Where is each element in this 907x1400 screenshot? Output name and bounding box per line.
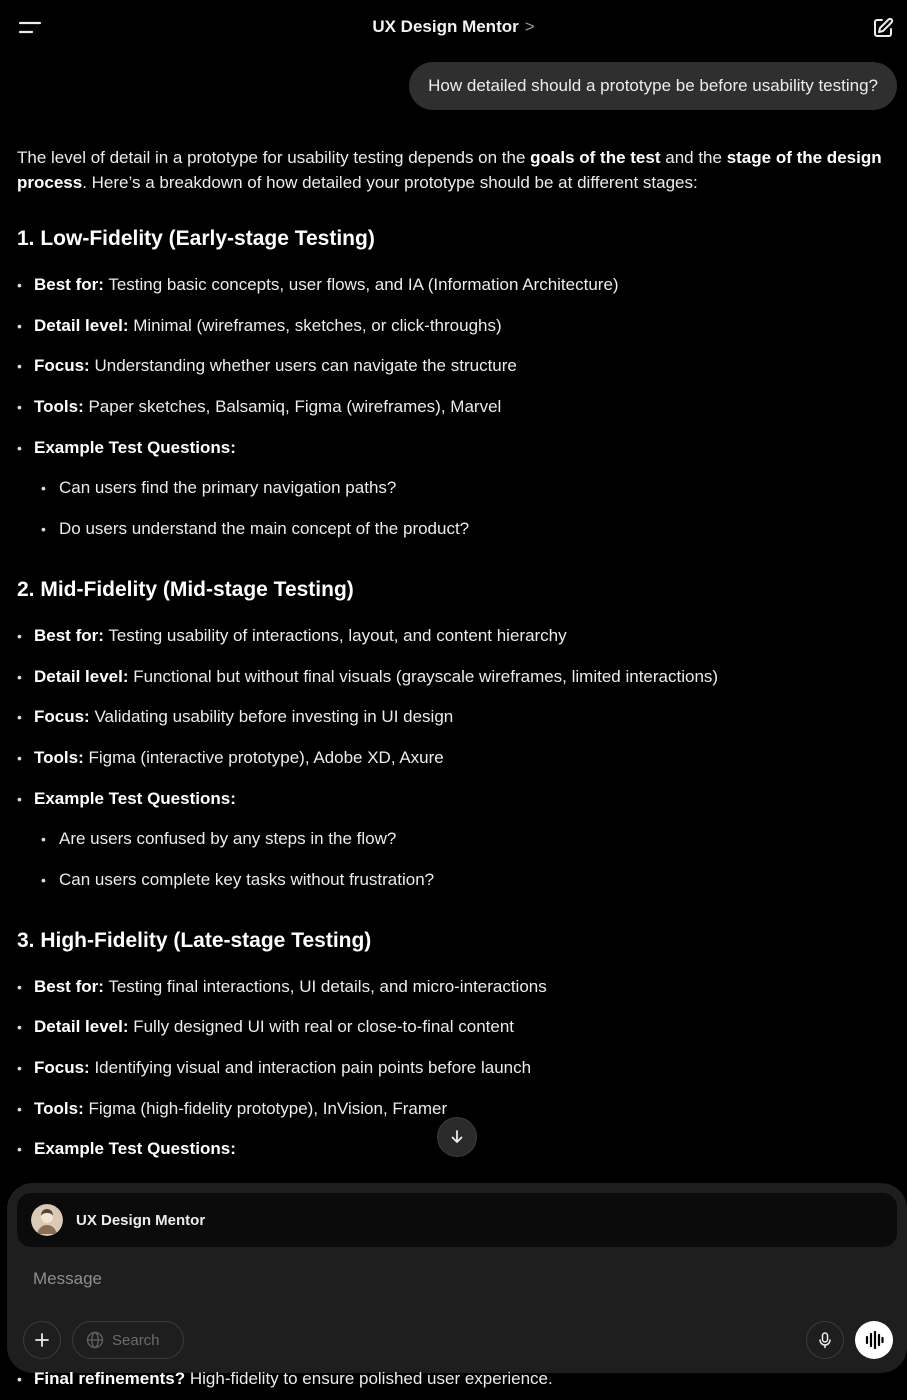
list-item [17,616,887,657]
intro-paragraph [17,145,887,195]
item-label: Best for: [34,275,104,294]
search-button[interactable] [72,1321,184,1359]
add-attachment-button[interactable] [23,1321,61,1359]
item-label: Detail level: [34,666,129,686]
item-label: Example Test Questions: [34,788,236,808]
item-text: Fully designed UI with real or close-to-final content [128,1017,515,1037]
list-item [17,697,887,738]
list-item [17,1007,887,1048]
gpt-title: UX Design Mentor [372,17,519,36]
section-heading: 1. Low-Fidelity (Early-stage Testing) [17,227,375,250]
item-label: Example Test Questions: [34,1139,236,1159]
list-item [17,657,887,698]
dictate-button[interactable] [806,1321,844,1359]
gpt-name: UX Design Mentor [76,1211,206,1229]
list-item [17,265,887,306]
item-label: Best for: [34,976,104,996]
gpt-avatar [31,1204,63,1236]
list-item [17,1048,887,1089]
item-text: Validating usability before investing in UI design [89,707,454,727]
intro-bold-2: stage of the design process [17,148,882,192]
section-list [17,265,887,550]
item-text: Testing basic concepts, user flows, and IA (Information Architecture) [103,275,619,294]
item-text: Figma (interactive prototype), Adobe XD, Axure [83,747,444,767]
item-text: High-fidelity to ensure polished user experience. [185,1369,553,1388]
message-input[interactable] [33,1265,733,1293]
section-heading: 3. High-Fidelity (Late-stage Testing) [17,928,372,952]
search-label: Search [112,1331,160,1349]
item-text: Testing usability of interactions, layout, and content hierarchy [103,625,567,645]
item-text: Paper sketches, Balsamiq, Figma (wireframes), Marvel [83,397,502,417]
top-bar [0,0,907,56]
list-item [17,387,887,428]
item-label: Focus: [34,356,90,376]
item-label: Detail level: [34,315,129,335]
item-label: Tools: [34,397,84,417]
section-list [17,967,887,1211]
intro-bold-1: goals of the test [530,148,661,167]
section-heading: 2. Mid-Fidelity (Mid-stage Testing) [17,577,354,601]
intro-text-3: . Here’s a breakdown of how detailed your prototype should be at different stages: [82,173,698,192]
item-text: Minimal (wireframes, sketches, or click-throughs) [128,315,502,335]
voice-mode-button[interactable] [855,1321,893,1359]
new-chat-icon[interactable] [871,16,895,40]
gpt-indicator[interactable] [17,1193,897,1247]
item-label: Focus: [34,1058,90,1077]
item-label: Tools: [34,747,84,767]
sub-list-item: • Can users complete key tasks without frustration? [17,860,887,901]
assistant-response [17,145,887,1211]
chevron-right-icon: > [524,17,535,36]
list-item [17,738,887,779]
item-label: Focus: [34,707,90,727]
item-label: Best for: [34,625,104,645]
section-list [17,616,887,901]
item-text: Testing final interactions, UI details, and micro-interactions [103,976,547,996]
intro-text-2: and the [660,148,727,167]
list-item [17,779,887,820]
list-item [17,306,887,347]
user-message-bubble [409,62,897,110]
plus-icon [34,1332,50,1348]
globe-icon [86,1331,104,1349]
item-label: Tools: [34,1098,84,1118]
list-item [17,428,887,469]
sub-list-item: • Can users find the primary navigation paths? [17,468,887,509]
sub-list-item: • Do users understand the main concept of the product? [17,509,887,550]
list-item [17,967,887,1008]
arrow-down-icon [449,1129,465,1145]
message-composer [7,1183,907,1373]
scroll-to-bottom-button[interactable] [437,1117,477,1157]
microphone-icon [816,1331,834,1349]
user-message-text: How detailed should a prototype be before usability testing? [428,76,878,95]
gpt-title-button[interactable] [0,17,907,37]
list-item [17,346,887,387]
item-label: Detail level: [34,1017,129,1037]
item-text: Figma (high-fidelity prototype), InVision, Framer [83,1098,448,1118]
sub-list-item: • Are users confused by any steps in the flow? [17,819,887,860]
item-text: Understanding whether users can navigate the structure [89,356,517,376]
list-item [17,1366,553,1392]
item-text: Identifying visual and interaction pain points before launch [89,1058,532,1077]
item-label: Final refinements? [34,1369,186,1388]
voice-mode-icon [863,1329,885,1351]
item-text: Functional but without final visuals (grayscale wireframes, limited interactions) [128,666,719,686]
intro-text-1: The level of detail in a prototype for usability testing depends on the [17,148,531,167]
item-label: Example Test Questions: [34,437,236,457]
